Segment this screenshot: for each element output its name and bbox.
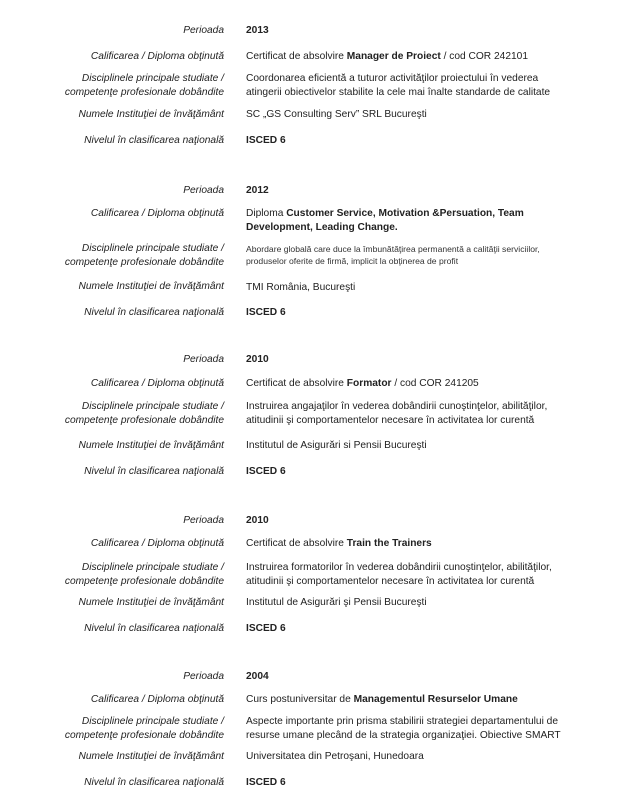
institution-value: TMI România, Bucureşti: [246, 282, 356, 293]
qualification-label: Calificarea / Diploma obţinută: [90, 694, 224, 705]
institution-label: Numele Instituţiei de învăţământ: [78, 281, 224, 292]
qualification-value: Diploma Customer Service, Motivation &Persuation, Team Development, Leading Change.: [246, 208, 524, 233]
level-label: Nivelul în clasificarea naţională: [84, 466, 224, 477]
level-label: Nivelul în clasificarea naţională: [84, 135, 224, 146]
qualification-value: Certificat de absolvire Train the Trainers: [246, 538, 432, 549]
qualification-label: Calificarea / Diploma obţinută: [90, 538, 224, 549]
institution-value: SC „GS Consulting Serv” SRL Bucureşti: [246, 109, 427, 120]
disciplines-label: Disciplinele principale studiate / competenţe profesionale dobândite: [64, 716, 224, 741]
disciplines-value: Coordonarea eficientă a tuturor activităţilor proiectului în vederea atingerii obiectivelor stabilite la cele mai înalte standarde de calitate: [246, 73, 551, 98]
qualification-label: Calificarea / Diploma obţinută: [90, 51, 224, 62]
level-value: ISCED 6: [246, 623, 286, 634]
period-value: 2012: [246, 185, 269, 196]
disciplines-label: Disciplinele principale studiate / competenţe profesionale dobândite: [64, 243, 224, 268]
disciplines-label: Disciplinele principale studiate / competenţe profesionale dobândite: [64, 73, 224, 98]
period-label: Perioada: [183, 25, 224, 36]
institution-value: Universitatea din Petroşani, Hunedoara: [246, 751, 424, 762]
period-label: Perioada: [183, 354, 224, 365]
period-value: 2010: [246, 515, 269, 526]
period-label: Perioada: [183, 185, 224, 196]
institution-label: Numele Instituţiei de învăţământ: [78, 109, 224, 120]
disciplines-label: Disciplinele principale studiate / competenţe profesionale dobândite: [64, 562, 224, 587]
level-value: ISCED 6: [246, 135, 286, 146]
qualification-label: Calificarea / Diploma obţinută: [90, 208, 224, 219]
institution-value: Institutul de Asigurări si Pensii Bucureşti: [246, 440, 427, 451]
level-value: ISCED 6: [246, 466, 286, 477]
disciplines-label: Disciplinele principale studiate / competenţe profesionale dobândite: [64, 401, 224, 426]
disciplines-value: Instruirea formatorilor în vederea dobândirii cunoştinţelor, abilităţilor, atitudinii şi comportamentelor necesare în activitatea lor curentă: [246, 562, 552, 587]
disciplines-value: Aspecte importante prin prisma stabilirii strategiei departamentului de resurse umane plecând de la strategia organizaţiei. Obiective SMART: [246, 716, 561, 741]
level-label: Nivelul în clasificarea naţională: [84, 623, 224, 634]
period-value: 2013: [246, 25, 269, 36]
qualification-value: Certificat de absolvire Formator / cod COR 241205: [246, 378, 479, 389]
institution-label: Numele Instituţiei de învăţământ: [78, 751, 224, 762]
period-label: Perioada: [183, 671, 224, 682]
institution-label: Numele Instituţiei de învăţământ: [78, 440, 224, 451]
period-value: 2004: [246, 671, 269, 682]
qualification-label: Calificarea / Diploma obţinută: [90, 378, 224, 389]
qualification-value: Curs postuniversitar de Managementul Resurselor Umane: [246, 694, 518, 705]
institution-label: Numele Instituţiei de învăţământ: [78, 597, 224, 608]
disciplines-value: Abordare globală care duce la îmbunătăţirea permanentă a calităţii serviciilor, produselor oferite de firmă, implicit la obţinerea de profit: [246, 244, 540, 266]
period-label: Perioada: [183, 515, 224, 526]
level-value: ISCED 6: [246, 777, 286, 788]
qualification-value: Certificat de absolvire Manager de Proiect / cod COR 242101: [246, 51, 528, 62]
disciplines-value: Instruirea angajaţilor în vederea dobândirii cunoştinţelor, abilităţilor, atitudinii şi comportamentelor necesare în activitatea lor curentă: [246, 401, 548, 426]
period-value: 2010: [246, 354, 269, 365]
level-label: Nivelul în clasificarea naţională: [84, 777, 224, 788]
level-label: Nivelul în clasificarea naţională: [84, 307, 224, 318]
level-value: ISCED 6: [246, 307, 286, 318]
institution-value: Institutul de Asigurări şi Pensii Bucureşti: [246, 597, 427, 608]
